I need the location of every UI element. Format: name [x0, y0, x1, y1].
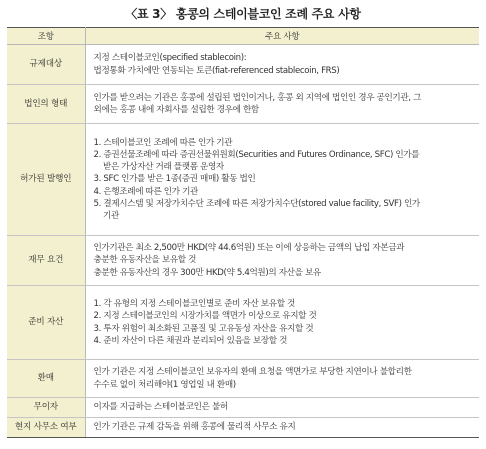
- content-line: 4. 은행조례에 따른 인가 기관: [93, 186, 198, 197]
- table-row: [7, 418, 479, 438]
- table-row: [7, 286, 479, 360]
- row-content: [85, 286, 479, 360]
- row-label: 환매: [7, 360, 85, 398]
- content-line: 2. 지정 스테이블코인의 시장가치를 액면가 이상으로 유지할 것: [93, 311, 317, 322]
- table-row: [7, 85, 479, 124]
- content-line: 수수료 없이 처리해야(1 영업일 내 환매): [93, 379, 236, 390]
- content-line: 외에는 홍콩 내에 자회사를 설립한 경우에 한함: [93, 105, 259, 115]
- header-clause: 조항: [7, 28, 85, 45]
- row-content: [85, 236, 479, 286]
- row-content: [85, 45, 479, 85]
- row-label: 허가된 발행인: [7, 124, 85, 236]
- row-label: 현지 사무소 여부: [7, 418, 85, 438]
- content-line: 2. 증권선물조례에 따라 증권선물위원회(Securities and Futures Ordinance, SFC) 인가를: [93, 149, 420, 160]
- content-line: 충분한 유동자산의 경우 300만 HKD(약 5.4억원)의 자산을 보유: [93, 267, 321, 278]
- content-line: 1. 각 유형의 지정 스테이블코인별로 준비 자산 보유할 것: [93, 299, 295, 310]
- row-label: 재무 요건: [7, 236, 85, 286]
- regulation-table: [7, 27, 479, 438]
- table-header-row: [7, 28, 479, 45]
- content-line: 인가 기관은 지정 스테이블코인 보유자의 환매 요청을 액면가로 부당한 지연이나 불합리한: [93, 367, 412, 378]
- row-content: [85, 398, 479, 418]
- row-content: [85, 418, 479, 438]
- row-content: [85, 85, 479, 124]
- row-label: 준비 자산: [7, 286, 85, 360]
- table-row: [7, 236, 479, 286]
- content-line: 법정통화 가치에만 연동되는 토큰(fiat-referenced stablecoin, FRS): [93, 65, 340, 76]
- table-title: 〈표 3〉 홍콩의 스테이블코인 조례 주요 사항: [125, 7, 361, 21]
- row-content: [85, 124, 479, 236]
- content-line: 충분한 유동자산을 보유할 것: [93, 255, 197, 266]
- content-line: 인가기관은 최소 2,500만 HKD(약 44.6억원) 또는 이에 상응하는 금액의 납입 자본금과: [93, 243, 405, 254]
- table-row: [7, 45, 479, 85]
- content-line: 5. 결제시스템 및 저장가치수단 조례에 따른 저장가치수단(stored value facility, SVF) 인가: [93, 198, 420, 209]
- table-row: [7, 360, 479, 398]
- row-label: 규제대상: [7, 45, 85, 85]
- content-line: 4. 준비 자산이 다른 채권과 분리되어 있음을 보장할 것: [93, 335, 288, 346]
- row-label: 법인의 형태: [7, 85, 85, 124]
- content-line: 1. 스테이블코인 조례에 따른 인가 기관: [93, 137, 233, 148]
- table-row: [7, 398, 479, 418]
- content-line: 인가 기관은 규제 감독을 위해 홍콩에 물리적 사무소 유지: [93, 422, 296, 433]
- content-line: 받은 가상자산 거래 플랫폼 운영자: [93, 162, 224, 173]
- content-line: 3. SFC 인가를 받은 1종(증권 매매) 활동 법인: [93, 174, 256, 185]
- table-row: [7, 124, 479, 236]
- content-line: 이자를 지급하는 스테이블코인은 불허: [93, 402, 228, 413]
- content-line: 지정 스테이블코인(specified stablecoin):: [93, 53, 247, 64]
- content-line: 3. 투자 위험이 최소화된 고품질 및 고유동성 자산을 유지할 것: [93, 323, 314, 334]
- row-label: 무이자: [7, 398, 85, 418]
- row-content: [85, 360, 479, 398]
- content-line: 인가를 받으려는 기관은 홍콩에 설립된 법인이거나, 홍콩 외 지역에 법인인 경우 공인기관, 그: [93, 92, 422, 103]
- header-main-points: 주요 사항: [85, 28, 479, 45]
- content-line: 기관: [93, 211, 119, 221]
